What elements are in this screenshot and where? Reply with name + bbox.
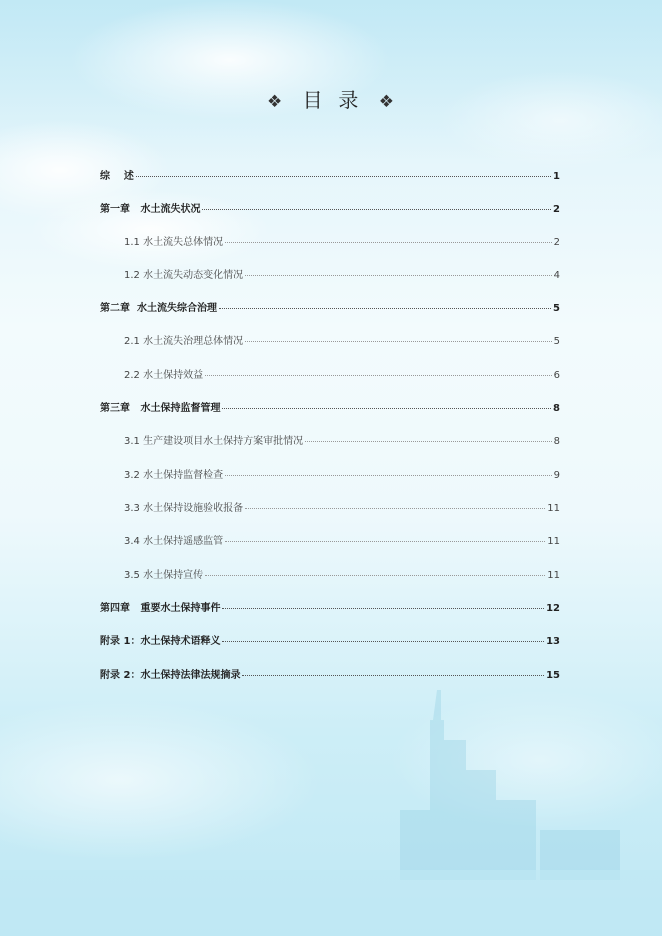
toc-entry[interactable]: [100, 666, 560, 681]
toc-page-number: 8: [553, 436, 560, 447]
toc-leader: [242, 675, 544, 676]
toc-entry-label: 3.1 生产建设项目水土保持方案审批情况: [124, 436, 304, 447]
toc-page-number: 2: [553, 204, 560, 215]
toc-leader: [205, 375, 552, 376]
toc-page-number: 11: [547, 503, 560, 514]
toc-page-number: 11: [547, 570, 560, 581]
toc-entry-label: 3.5 水土保持宣传: [124, 570, 204, 581]
toc-entry-label: 附录 2：水土保持法律法规摘录: [100, 670, 241, 681]
toc-entry[interactable]: [100, 167, 560, 182]
toc-entry[interactable]: [124, 466, 560, 481]
toc-entry[interactable]: [100, 632, 560, 647]
toc-entry[interactable]: [124, 366, 560, 381]
toc-leader: [222, 408, 551, 409]
toc-leader: [225, 475, 552, 476]
title-text: 目 录: [302, 88, 360, 112]
toc-entry-label: 2.1 水土流失治理总体情况: [124, 336, 244, 347]
toc-page-number: 1: [553, 171, 560, 182]
page-title: [0, 84, 662, 113]
diamond-ornament-icon: ❖: [267, 92, 284, 112]
toc-leader: [305, 441, 552, 442]
diamond-ornament-icon: ❖: [378, 92, 395, 112]
toc-leader: [225, 541, 545, 542]
toc-page-number: 13: [546, 636, 560, 647]
toc-page-number: 6: [553, 370, 560, 381]
toc-page-number: 9: [553, 470, 560, 481]
toc-leader: [202, 209, 551, 210]
toc-entry-label: 第三章 水土保持监督管理: [100, 403, 221, 414]
toc-leader: [219, 308, 551, 309]
toc-entry[interactable]: [100, 399, 560, 414]
toc-page-number: 5: [553, 336, 560, 347]
toc-page-number: 15: [546, 670, 560, 681]
toc-page-number: 12: [546, 603, 560, 614]
toc-entry[interactable]: [124, 266, 560, 281]
toc-page-number: 8: [553, 403, 560, 414]
toc-leader: [245, 341, 552, 342]
toc-entry[interactable]: [124, 566, 560, 581]
toc-entry[interactable]: [100, 599, 560, 614]
toc-leader: [136, 176, 551, 177]
toc-entry-label: 第一章 水土流失状况: [100, 204, 201, 215]
toc-entry-label: 3.4 水土保持遥感监管: [124, 536, 224, 547]
toc-entry[interactable]: [124, 532, 560, 547]
toc-leader: [225, 242, 552, 243]
toc-leader: [222, 641, 544, 642]
toc-leader: [222, 608, 544, 609]
toc-entry-label: 综 述: [100, 171, 134, 182]
toc-leader: [245, 508, 545, 509]
toc-entry-label: 第四章 重要水土保持事件: [100, 603, 221, 614]
toc-entry-label: 3.3 水土保持设施验收报备: [124, 503, 244, 514]
toc-page-number: 4: [553, 270, 560, 281]
toc-entry[interactable]: [124, 233, 560, 248]
toc-entry-label: 1.1 水土流失总体情况: [124, 237, 224, 248]
toc-entry-label: 2.2 水土保持效益: [124, 370, 204, 381]
toc-entry[interactable]: [100, 299, 560, 314]
toc-entry[interactable]: [124, 332, 560, 347]
toc-entry-label: 第二章 水土流失综合治理: [100, 303, 217, 314]
toc-entry-label: 3.2 水土保持监督检查: [124, 470, 224, 481]
toc-leader: [245, 275, 552, 276]
toc-entry[interactable]: [100, 200, 560, 215]
toc-entry[interactable]: [124, 432, 560, 447]
toc-page-number: 2: [553, 237, 560, 248]
toc-entry[interactable]: [124, 499, 560, 514]
toc-entry-label: 1.2 水土流失动态变化情况: [124, 270, 244, 281]
toc-leader: [205, 575, 545, 576]
toc-page-number: 5: [553, 303, 560, 314]
toc-page-number: 11: [547, 536, 560, 547]
toc-entry-label: 附录 1：水土保持术语释义: [100, 636, 221, 647]
